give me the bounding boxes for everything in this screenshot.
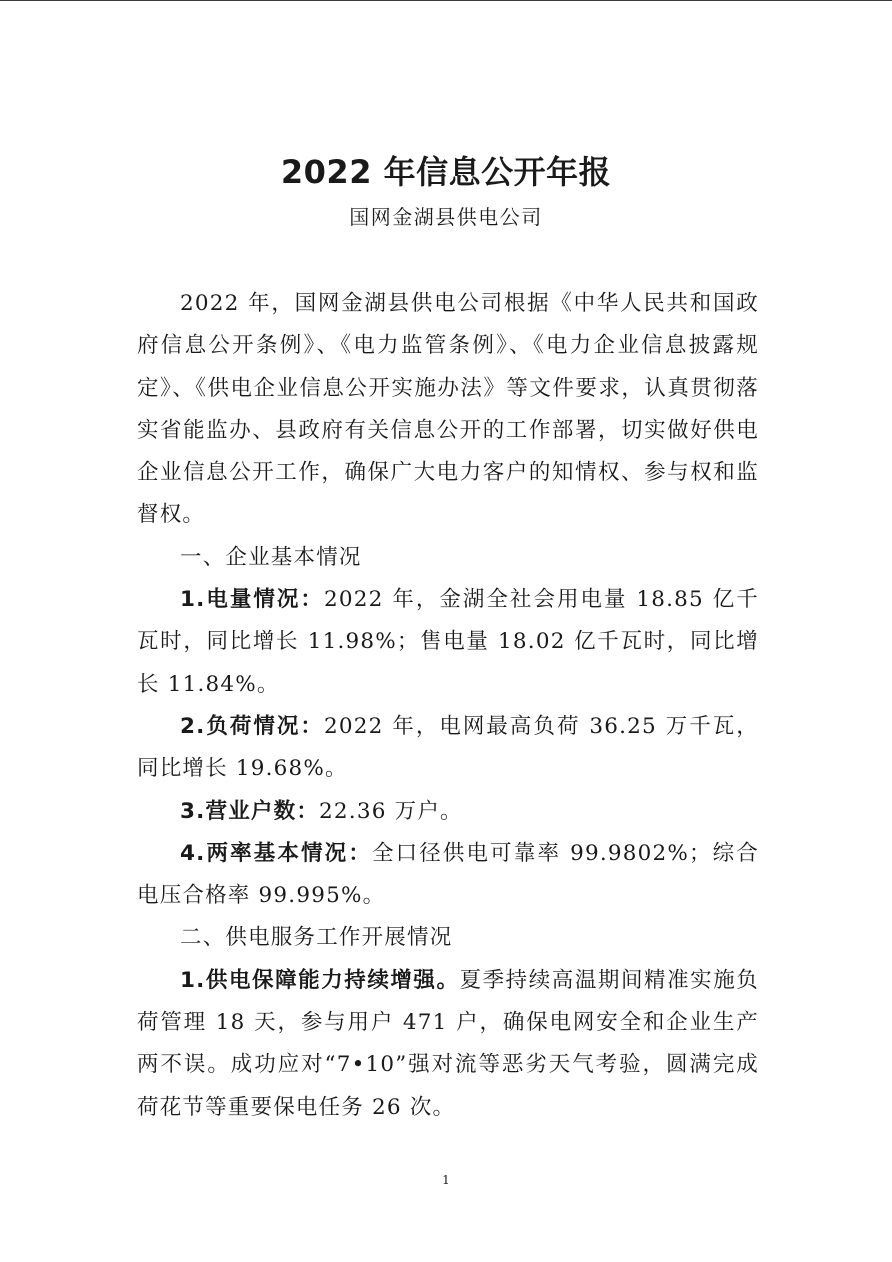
page-number: 1 (442, 1173, 450, 1187)
document-body (137, 283, 759, 1129)
section-heading-service: 二、供电服务工作开展情况 (180, 925, 453, 951)
paragraph-electricity (137, 579, 759, 706)
paragraph-text: 夏季持续高温期间精准实施负荷管理 18 天，参与用户 471 户，确保电网安全和企业生产两不误。成功应对“7•10”强对流等恶劣天气考验，圆满完成荷花节等重要保电任务 26 次。 (137, 967, 759, 1120)
paragraph-lead: 4.两率基本情况： (180, 840, 372, 866)
paragraph-reliability (137, 833, 759, 918)
section-heading-basic-info: 一、企业基本情况 (180, 544, 362, 570)
paragraph-text: 2022 年，金湖全社会用电量 18.85 亿千瓦时，同比增长 11.98%；售电量 18.02 亿千瓦时，同比增长 11.84%。 (137, 587, 759, 697)
paragraph-lead: 3.营业户数： (180, 798, 320, 824)
paragraph-text: 22.36 万户。 (319, 798, 463, 824)
document-title: 2022 年信息公开年报 (280, 153, 612, 191)
paragraph-load (137, 706, 759, 791)
paragraph-supply-guarantee (137, 960, 759, 1129)
paragraph-text: 全口径供电可靠率 99.9802%；综合电压合格率 99.995%。 (137, 840, 759, 909)
paragraph-lead: 1.供电保障能力持续增强。 (180, 967, 460, 993)
paragraph-text: 2022 年，电网最高负荷 36.25 万千瓦，同比增长 19.68%。 (137, 713, 759, 782)
paragraph-lead: 2.负荷情况： (180, 713, 324, 739)
paragraph-households (137, 791, 759, 833)
document-subtitle: 国网金湖县供电公司 (349, 205, 543, 229)
intro-paragraph: 2022 年，国网金湖县供电公司根据《中华人民共和国政府信息公开条例》、《电力监管条例》、《电力企业信息披露规定》、《供电企业信息公开实施办法》等文件要求，认真贯彻落实省能监办、县政府有关信息公开的工作部署，切实做好供电企业信息公开工作，确保广大电力客户的知情权、参与权和监督权。 (137, 291, 759, 528)
paragraph-lead: 1.电量情况： (180, 587, 324, 613)
